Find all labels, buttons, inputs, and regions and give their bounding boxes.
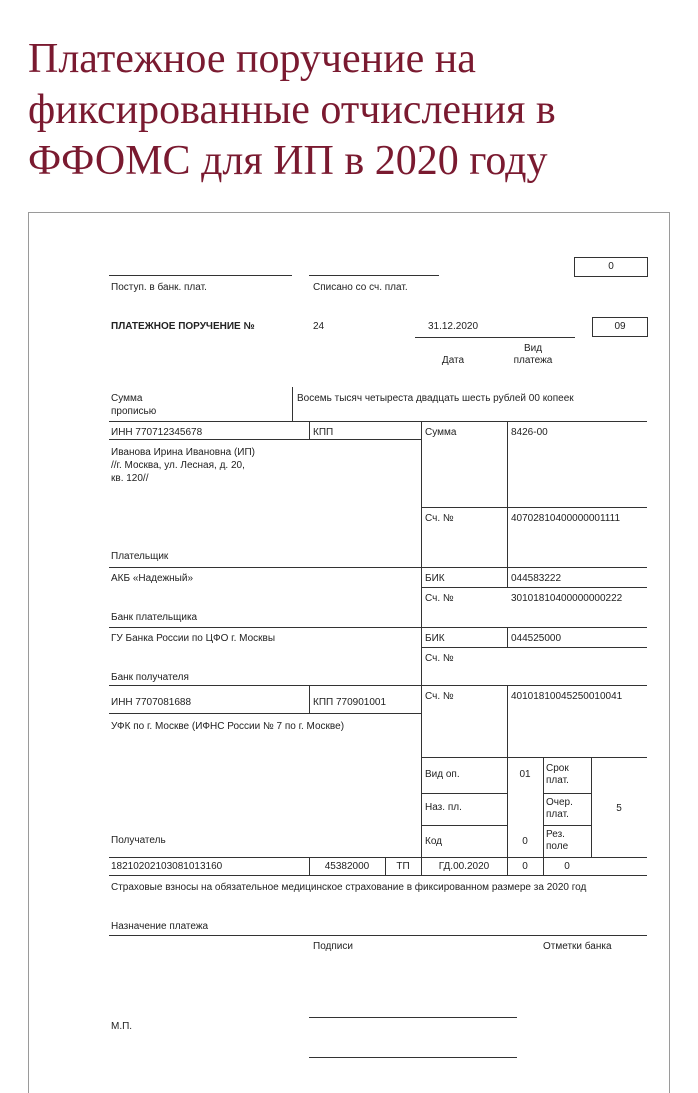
op-type: 01 — [519, 769, 531, 780]
purpose: Страховые взносы на обязательное медицинское страхование в фиксированном размере за 2020 год — [111, 882, 587, 893]
recipient-bank-name: ГУ Банка России по ЦФО г. Москвы — [111, 633, 276, 644]
doc-date: 0 — [564, 861, 570, 872]
priority-label-1: Очер. — [546, 797, 573, 808]
grid-line — [109, 685, 647, 686]
recipient-account: 40101810045250010041 — [511, 691, 623, 702]
payment-purpose-code-label: Наз. пл. — [425, 802, 462, 813]
payer-bank-account-label: Сч. № — [425, 593, 454, 604]
kbk: 18210202103081013160 — [111, 861, 223, 872]
order-date: 31.12.2020 — [427, 321, 479, 332]
payer-inn: ИНН 770712345678 — [111, 427, 203, 438]
recipient-account-label: Сч. № — [425, 691, 454, 702]
payer-bank-account: 30101810400000000222 — [511, 593, 623, 604]
code-label: Код — [425, 836, 443, 847]
date-line — [415, 337, 491, 338]
payer-label: Плательщик — [111, 551, 169, 562]
purpose-label: Назначение платежа — [111, 921, 209, 932]
payment-type-label-1: Вид — [523, 343, 543, 354]
recipient-bank-bik: 044525000 — [511, 633, 562, 644]
priority: 5 — [616, 803, 622, 814]
grid-line — [309, 421, 310, 439]
period: ГД.00.2020 — [438, 861, 490, 872]
grid-line — [507, 421, 508, 587]
op-type-label: Вид оп. — [425, 769, 460, 780]
payer-account: 40702810400000001111 — [511, 513, 621, 524]
order-number: 24 — [313, 321, 325, 332]
received-label: Поступ. в банк. плат. — [111, 282, 207, 293]
form-title: ПЛАТЕЖНОЕ ПОРУЧЕНИЕ № — [111, 321, 255, 332]
recipient-bank-label: Банк получателя — [111, 672, 189, 683]
grid-line — [109, 567, 647, 568]
stamp-label: М.П. — [111, 1021, 133, 1032]
amount-words: Восемь тысяч четыреста двадцать шесть рублей 00 копеек — [297, 393, 574, 404]
payer-account-label: Сч. № — [425, 513, 454, 524]
code-value: 0 — [522, 836, 528, 847]
deadline-label-1: Срок — [546, 763, 569, 774]
grid-line — [421, 507, 647, 508]
grid-line — [421, 793, 507, 794]
payer-address-1: //г. Москва, ул. Лесная, д. 20, — [111, 460, 245, 471]
grid-line — [109, 857, 647, 858]
debited-label: Списано со сч. плат. — [313, 282, 408, 293]
grid-line — [109, 627, 647, 628]
signatures-label: Подписи — [313, 941, 353, 952]
page-title: Платежное поручение на фиксированные отчисления в ФФОМС для ИП в 2020 году — [28, 36, 556, 184]
grid-line — [421, 587, 647, 588]
oktmo: 45382000 — [324, 861, 370, 872]
debited-line — [309, 275, 439, 276]
reserve-label-1: Рез. — [546, 829, 565, 840]
priority-label-2: плат. — [546, 809, 569, 820]
doc-number: 0 — [522, 861, 528, 872]
bank-marks-label: Отметки банка — [543, 941, 612, 952]
grid-line — [421, 647, 647, 648]
recipient-name: УФК по г. Москве (ИФНС России № 7 по г. Москве) — [111, 721, 345, 732]
grid-line — [109, 439, 421, 440]
amount-label: Сумма — [425, 427, 457, 438]
payer-address-2: кв. 120// — [111, 473, 149, 484]
recipient-kpp: КПП 770901001 — [313, 697, 387, 708]
recipient-bank-account-label: Сч. № — [425, 653, 454, 664]
payer-bank-bik-label: БИК — [425, 573, 445, 584]
signature-line-1 — [309, 1017, 517, 1018]
date-label: Дата — [441, 355, 465, 366]
payment-order-form — [28, 212, 670, 1093]
grid-line — [507, 685, 508, 757]
grid-line — [109, 421, 647, 422]
payer-bank-bik: 044583222 — [511, 573, 562, 584]
grid-line — [421, 825, 507, 826]
grid-line — [543, 793, 591, 794]
recipient-inn: ИНН 7707081688 — [111, 697, 192, 708]
status-box: 09 — [592, 317, 648, 337]
grid-line — [507, 627, 508, 647]
amount-value: 8426-00 — [511, 427, 548, 438]
signature-line-2 — [309, 1057, 517, 1058]
grid-line — [109, 935, 647, 936]
grid-line — [421, 757, 647, 758]
grid-line — [543, 825, 591, 826]
payer-name: Иванова Ирина Ивановна (ИП) — [111, 447, 256, 458]
divider — [292, 387, 293, 421]
payment-type-label-2: платежа — [513, 355, 553, 366]
payer-bank-label: Банк плательщика — [111, 612, 198, 623]
payer-kpp-label: КПП — [313, 427, 334, 438]
grid-line — [309, 685, 310, 713]
amount-words-label-2: прописью — [111, 406, 157, 417]
recipient-bank-bik-label: БИК — [425, 633, 445, 644]
deadline-label-2: плат. — [546, 775, 569, 786]
form-code: 0 — [574, 257, 648, 277]
received-line — [109, 275, 292, 276]
grid-line — [109, 875, 647, 876]
recipient-label: Получатель — [111, 835, 166, 846]
grid-line — [421, 421, 422, 857]
payment-type-line — [491, 337, 575, 338]
grid-line — [109, 713, 421, 714]
amount-words-label-1: Сумма — [111, 393, 143, 404]
payer-bank-name: АКБ «Надежный» — [111, 573, 194, 584]
reserve-label-2: поле — [546, 841, 569, 852]
basis: ТП — [396, 861, 410, 872]
